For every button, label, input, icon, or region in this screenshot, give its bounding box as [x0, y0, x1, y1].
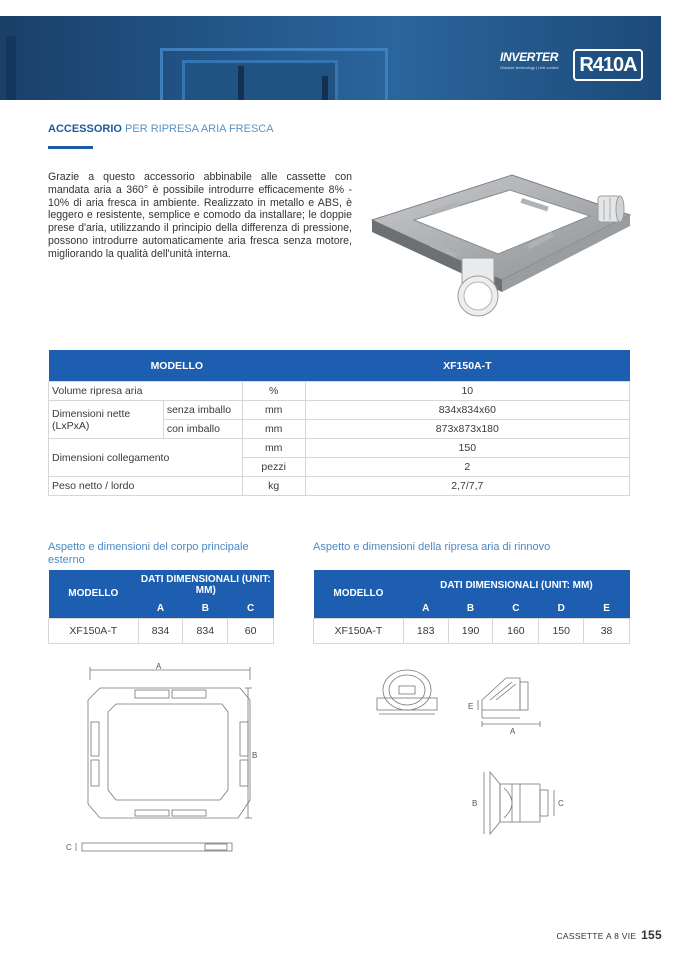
title-underline	[48, 146, 93, 149]
page-number: 155	[641, 928, 662, 942]
dim-label-b: B	[252, 751, 258, 760]
page-footer: CASSETTE A 8 VIE 155	[556, 928, 662, 942]
dim-label-side-a: A	[510, 727, 516, 736]
body-technical-drawing	[60, 660, 300, 860]
intake-end-drawing	[375, 664, 455, 724]
intake-top-drawing	[460, 766, 580, 840]
dim-label-top-b: B	[472, 799, 478, 808]
dim-label-a: A	[156, 662, 162, 671]
intake-dims-title: Aspetto e dimensioni della ripresa aria di rinnovo	[313, 541, 551, 553]
r410a-logo: R410A	[573, 49, 643, 81]
intake-dims-table: MODELLO DATI DIMENSIONALI (UNIT: MM) A B C D E XF150A-T 183 190 160 150 38	[313, 570, 630, 644]
body-dims-title: Aspetto e dimensioni del corpo principale esterno	[48, 541, 249, 566]
table-row: XF150A-T 834 834 60	[49, 618, 274, 643]
dim-label-e: E	[468, 702, 474, 711]
spec-table	[48, 350, 630, 496]
dim-label-c: C	[66, 843, 72, 852]
product-image	[362, 170, 632, 330]
table-row: Peso netto / lordo kg 2,7/7,7	[49, 477, 630, 496]
spec-header-model: MODELLO	[49, 350, 306, 382]
table-row: Volume ripresa aria % 10	[49, 382, 630, 401]
table-row: Dimensioni nette (LxPxA) senza imballo mm 834x834x60	[49, 401, 630, 420]
table-row: XF150A-T 183 190 160 150 38	[314, 618, 630, 643]
body-dims-table: MODELLO DATI DIMENSIONALI (UNIT: MM) A B C XF150A-T 834 834 60	[48, 570, 274, 644]
table-row: con imballo mm 873x873x180	[49, 420, 630, 439]
inverter-logo: INVERTER Outdoor technology | Unit control	[500, 50, 559, 70]
table-row: Dimensioni collegamento mm 150	[49, 439, 630, 458]
intake-side-drawing	[460, 660, 560, 740]
table-row: pezzi 2	[49, 458, 630, 477]
section-title: ACCESSORIO PER RIPRESA ARIA FRESCA	[48, 123, 274, 135]
spec-header-value: XF150A-T	[305, 350, 629, 382]
product-description: Grazie a questo accessorio abbinabile alle cassette con mandata aria a 360° è possibile introdurre efficacemente 8% - 10% di aria fresca in ambiente. Realizzato in metallo e ABS, è leggero e resistente, semplice e comodo da installare; le doppie prese d'aria, utilizzando il principio della differenza di pressione, possono introdurre automaticamente aria fresca senza motore, migliorando la qualità dell'unità interna.	[48, 171, 352, 260]
dim-label-top-c: C	[558, 799, 564, 808]
